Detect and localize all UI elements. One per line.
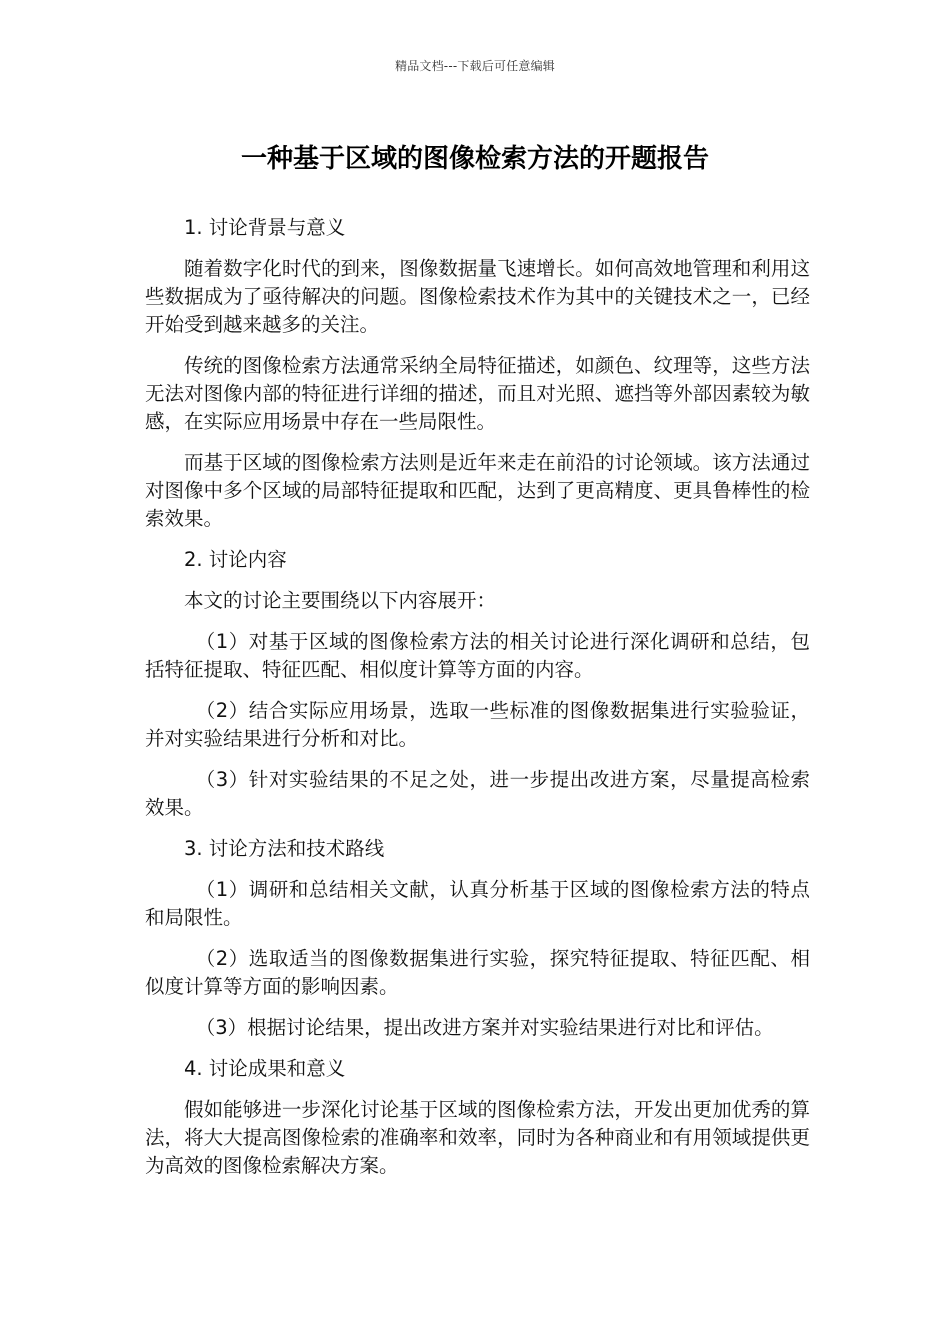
list-item: （2）选取适当的图像数据集进行实验，探究特征提取、特征匹配、相似度计算等方面的影响因素。 bbox=[145, 947, 810, 998]
body-paragraph: 传统的图像检索方法通常采纳全局特征描述，如颜色、纹理等，这些方法无法对图像内部的特征进行详细的描述，而且对光照、遮挡等外部因素较为敏感，在实际应用场景中存在一些局限性。 bbox=[145, 354, 810, 433]
section-heading-results: 4. 讨论成果和意义 bbox=[184, 1057, 346, 1080]
list-item: （1）对基于区域的图像检索方法的相关讨论进行深化调研和总结，包括特征提取、特征匹配、相似度计算等方面的内容。 bbox=[145, 630, 810, 681]
section-heading-background: 1. 讨论背景与意义 bbox=[184, 216, 346, 239]
list-item: （3）针对实验结果的不足之处，进一步提出改进方案，尽量提高检索效果。 bbox=[145, 768, 810, 819]
list-item: （2）结合实际应用场景，选取一些标准的图像数据集进行实验验证，并对实验结果进行分析和对比。 bbox=[145, 699, 810, 750]
list-item: （1）调研和总结相关文献，认真分析基于区域的图像检索方法的特点和局限性。 bbox=[145, 878, 810, 929]
document-body bbox=[145, 214, 810, 1180]
body-paragraph: 假如能够进一步深化讨论基于区域的图像检索方法，开发出更加优秀的算法，将大大提高图像检索的准确率和效率，同时为各种商业和有用领域提供更为高效的图像检索解决方案。 bbox=[145, 1098, 810, 1177]
document-title: 一种基于区域的图像检索方法的开题报告 bbox=[240, 144, 709, 174]
page-header-note: 精品文档---下载后可任意编辑 bbox=[395, 59, 555, 73]
body-paragraph: 本文的讨论主要围绕以下内容展开： bbox=[184, 589, 497, 612]
body-paragraph: 随着数字化时代的到来，图像数据量飞速增长。如何高效地管理和利用这些数据成为了亟待解决的问题。图像检索技术作为其中的关键技术之一，已经开始受到越来越多的关注。 bbox=[145, 257, 810, 336]
body-paragraph: 而基于区域的图像检索方法则是近年来走在前沿的讨论领域。该方法通过对图像中多个区域的局部特征提取和匹配，达到了更高精度、更具鲁棒性的检索效果。 bbox=[145, 451, 810, 530]
section-heading-content: 2. 讨论内容 bbox=[184, 548, 287, 571]
section-heading-methods: 3. 讨论方法和技术路线 bbox=[184, 837, 385, 860]
list-item: （3）根据讨论结果，提出改进方案并对实验结果进行对比和评估。 bbox=[195, 1016, 774, 1039]
